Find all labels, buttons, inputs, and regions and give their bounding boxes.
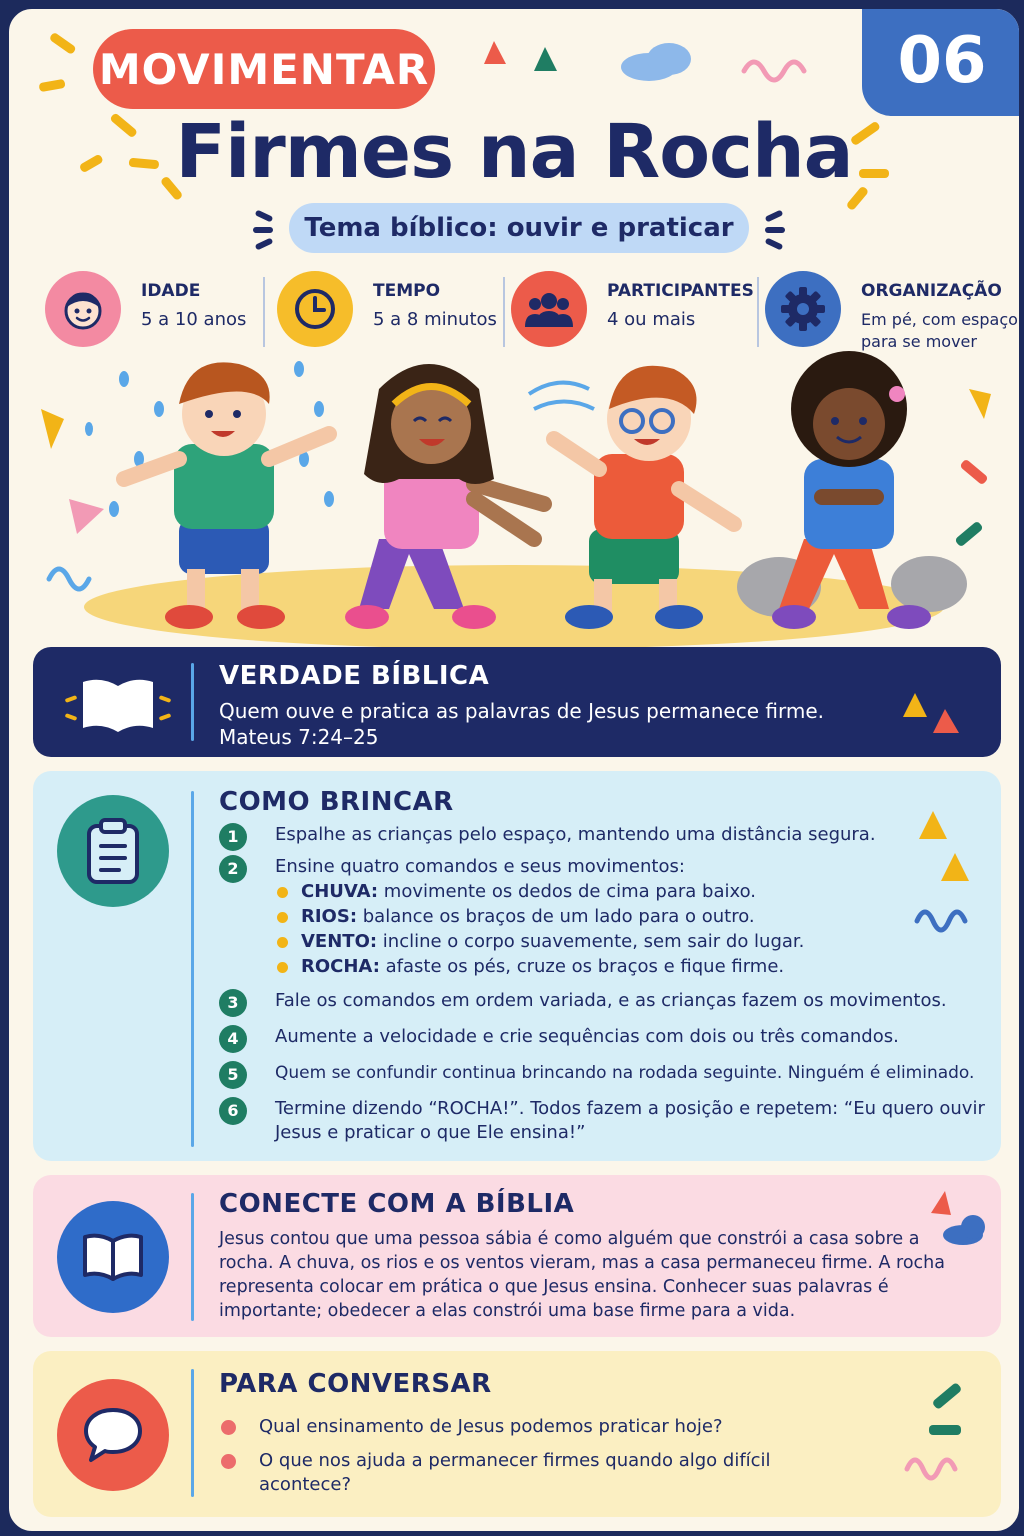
connect-bible-panel <box>33 1175 1001 1337</box>
question-text: O que nos ajuda a permanecer firmes quando algo difícil acontece? <box>259 1450 771 1495</box>
info-time <box>277 269 497 349</box>
divider <box>191 1369 194 1497</box>
category-badge: MOVIMENTAR <box>93 29 435 109</box>
step-number: 4 <box>219 1025 247 1053</box>
command-text: incline o corpo suavemente, sem sair do lugar. <box>377 931 805 952</box>
info-organization-value: Em pé, com espaço para se mover <box>861 310 1018 351</box>
command-name: RIOS: <box>301 906 358 927</box>
info-age-value: 5 a 10 anos <box>141 309 247 330</box>
book-icon <box>57 1201 169 1313</box>
subtitle-pill: Tema bíblico: ouvir e praticar <box>289 203 749 253</box>
list-item <box>219 1061 989 1085</box>
bible-truth-text: Quem ouve e pratica as palavras de Jesus permanece firme. <box>219 699 824 723</box>
subtitle-dash-decoration <box>765 227 785 233</box>
info-time-label: TEMPO <box>373 281 441 301</box>
list-item <box>275 929 989 954</box>
divider <box>503 277 505 347</box>
activity-number-badge: 06 <box>862 6 1022 116</box>
how-to-play-title: COMO BRINCAR <box>219 787 454 817</box>
step-number: 6 <box>219 1097 247 1125</box>
list-item <box>219 1025 989 1049</box>
list-item <box>219 823 989 847</box>
step-number: 1 <box>219 823 247 851</box>
bible-truth-title: VERDADE BÍBLICA <box>219 661 490 691</box>
command-name: VENTO: <box>301 931 378 952</box>
info-organization <box>765 269 1018 351</box>
step-text: Termine dizendo “ROCHA!”. Todos fazem a posição e repetem: “Eu quero ouvir Jesus e praticar o que Ele ensina!” <box>275 1098 985 1143</box>
divider <box>191 663 194 741</box>
step-text: Fale os comandos em ordem variada, e as crianças fazem os movimentos. <box>275 990 947 1011</box>
gear-icon <box>765 271 841 347</box>
info-age-label: IDADE <box>141 281 201 301</box>
step-text: Aumente a velocidade e crie sequências com dois ou três comandos. <box>275 1026 899 1047</box>
list-item <box>219 1097 989 1145</box>
commands-list <box>219 879 989 979</box>
divider <box>757 277 759 347</box>
page-title: Firmes na Rocha <box>175 109 853 195</box>
how-to-play-panel <box>33 771 1001 1161</box>
child-face-icon <box>45 271 121 347</box>
info-row <box>9 269 1019 349</box>
open-book-icon <box>53 647 183 757</box>
bible-truth-panel <box>33 647 1001 757</box>
confetti-decoration <box>901 1381 981 1491</box>
info-time-value: 5 a 8 minutos <box>373 309 497 330</box>
discussion-title: PARA CONVERSAR <box>219 1369 492 1399</box>
list-item <box>275 954 989 979</box>
questions-list <box>219 1415 859 1497</box>
step-number: 3 <box>219 989 247 1017</box>
divider <box>263 277 265 347</box>
list-item <box>275 879 989 904</box>
step-text: Espalhe as crianças pelo espaço, mantendo uma distância segura. <box>275 824 876 845</box>
command-text: balance os braços de um lado para o outro. <box>357 906 755 927</box>
list-item <box>219 1449 859 1497</box>
list-item <box>275 904 989 929</box>
cloud-decoration <box>923 1189 993 1249</box>
command-name: CHUVA: <box>301 881 379 902</box>
triangle-decoration <box>911 801 981 951</box>
speech-bubble-icon <box>57 1379 169 1491</box>
command-text: afaste os pés, cruze os braços e fique firme. <box>379 956 785 977</box>
triangle-decoration <box>901 687 971 737</box>
clock-icon <box>277 271 353 347</box>
steps-list <box>219 823 989 1145</box>
info-participants <box>511 269 754 349</box>
info-age <box>45 269 255 349</box>
activity-card <box>6 6 1022 1534</box>
step-number: 5 <box>219 1061 247 1089</box>
step-number: 2 <box>219 855 247 883</box>
info-organization-label: ORGANIZAÇÃO <box>861 281 1002 301</box>
question-text: Qual ensinamento de Jesus podemos praticar hoje? <box>259 1416 723 1437</box>
clipboard-icon <box>57 795 169 907</box>
connect-bible-title: CONECTE COM A BÍBLIA <box>219 1189 575 1219</box>
group-icon <box>511 271 587 347</box>
step-text: Ensine quatro comandos e seus movimentos: <box>275 856 685 877</box>
children-illustration <box>29 349 999 649</box>
divider <box>191 1193 194 1321</box>
list-item <box>219 989 989 1013</box>
command-name: ROCHA: <box>301 956 380 977</box>
divider <box>191 791 194 1147</box>
connect-bible-text: Jesus contou que uma pessoa sábia é como alguém que constrói a casa sobre a rocha. A chuva, os rios e os ventos vieram, mas a casa permaneceu firme. A rocha representa colocar em prática o que Jesus ensina. Conhecer suas palavras é importante; obedecer a elas constrói uma base firme para a vida. <box>219 1229 945 1321</box>
command-text: movimente os dedos de cima para baixo. <box>378 881 756 902</box>
subtitle-dash-decoration <box>253 227 273 233</box>
list-item <box>219 855 989 879</box>
bible-truth-reference: Mateus 7:24–25 <box>219 725 379 749</box>
step-text: Quem se confundir continua brincando na rodada seguinte. Ninguém é eliminado. <box>275 1063 975 1083</box>
discussion-panel <box>33 1351 1001 1517</box>
list-item <box>219 1415 859 1439</box>
info-participants-value: 4 ou mais <box>607 309 696 330</box>
info-participants-label: PARTICIPANTES <box>607 281 754 301</box>
